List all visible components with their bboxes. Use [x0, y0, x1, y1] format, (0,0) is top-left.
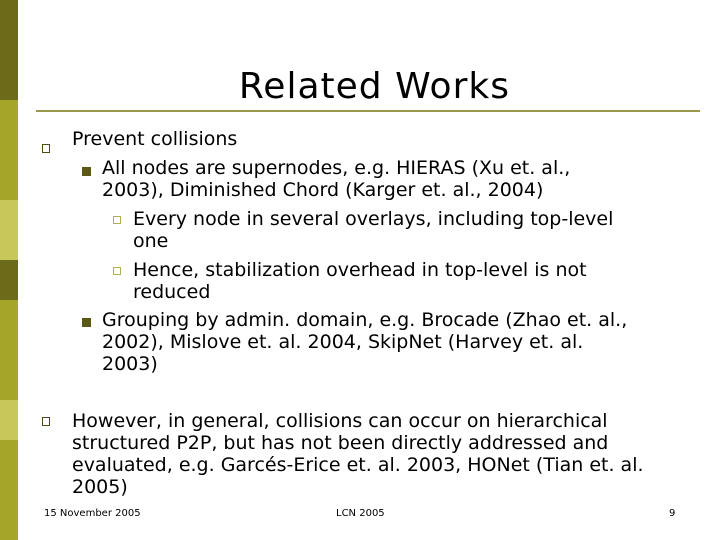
bullet-text-line: However, in general, collisions can occur on hierarchical [72, 410, 608, 432]
sub-bullet-text-line: 2003) [102, 353, 158, 375]
footer-date: 15 November 2005 [44, 508, 141, 519]
sub-sub-bullet-text-line: reduced [133, 281, 211, 303]
sidebar-olive-block [0, 300, 18, 400]
sub-bullet-square-icon [82, 318, 91, 327]
bullet-text: Prevent collisions [72, 128, 238, 150]
footer-page-number: 9 [669, 508, 676, 519]
sub-bullet-square-icon [82, 167, 91, 176]
bullet-text-line: 2005) [72, 476, 128, 498]
bullet-text-line: structured P2P, but has not been directly addressed and [72, 432, 609, 454]
sidebar-light-block [0, 400, 18, 440]
sub-bullet-text-line: 2002), Mislove et. al. 2004, SkipNet (Harvey et. al. [102, 331, 584, 353]
sub-bullet-text-line: 2003), Diminished Chord (Karger et. al., 2004) [102, 179, 544, 201]
footer-event: LCN 2005 [336, 508, 385, 519]
title-rule [36, 110, 700, 112]
sub-bullet-text-line: Grouping by admin. domain, e.g. Brocade (Zhao et. al., [102, 309, 628, 331]
sub-sub-bullet-text-line: Hence, stabilization overhead in top-level is not [133, 259, 587, 281]
slide-title: Related Works [238, 66, 510, 107]
sub-sub-bullet-square-icon [113, 216, 121, 224]
sidebar-light-block [0, 200, 18, 260]
bullet-square-icon [42, 417, 50, 426]
bullet-square-icon [42, 144, 50, 153]
sub-sub-bullet-text-line: one [133, 230, 169, 252]
sub-sub-bullet-square-icon [113, 267, 121, 275]
sidebar-olive-block [0, 440, 18, 540]
bullet-text-line: evaluated, e.g. Garcés-Erice et. al. 2003, HONet (Tian et. al. [72, 454, 644, 476]
sidebar-olive-block [0, 100, 18, 200]
sub-bullet-text-line: All nodes are supernodes, e.g. HIERAS (Xu et. al., [102, 157, 571, 179]
sub-sub-bullet-text-line: Every node in several overlays, including top-level [133, 208, 614, 230]
